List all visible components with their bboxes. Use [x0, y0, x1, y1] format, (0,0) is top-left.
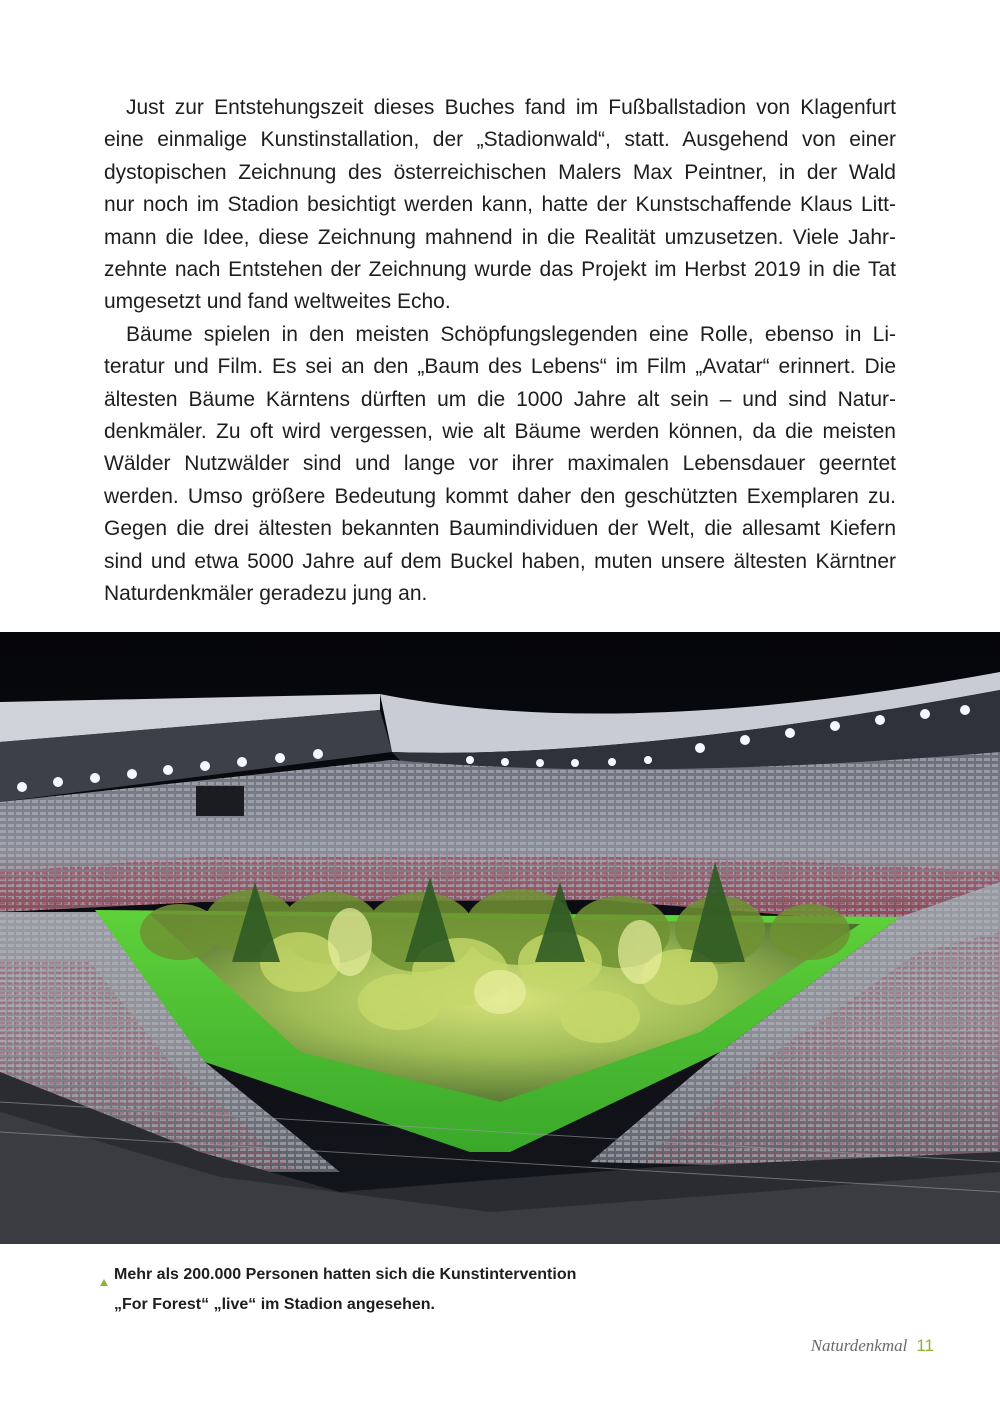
paragraph-1-line: Just zur Entstehungszeit dieses Buches fand im Fußballstadion von Klagenfurt — [126, 96, 896, 119]
page-footer — [811, 1336, 934, 1356]
stadium-forest-photo — [0, 632, 1000, 1244]
paragraph-1-line: mann die Idee, diese Zeichnung mahnend in die Realität umzusetzen. Viele Jahr- — [104, 225, 896, 249]
paragraph-1-line: eine einmalige Kunstinstallation, der „Stadionwald“, statt. Ausgehend von einer — [104, 128, 896, 152]
caption-line-1: Mehr als 200.000 Personen hatten sich die Kunstintervention — [114, 1266, 577, 1283]
triangle-up-icon — [100, 1263, 114, 1293]
paragraph-2-line: werden. Umso größere Bedeutung kommt daher den geschützten Exemplaren zu. — [104, 484, 896, 508]
paragraph-2-line: Gegen die drei ältesten bekannten Baumindividuen der Welt, die allesamt Kiefern — [104, 517, 896, 541]
body-text — [104, 92, 896, 611]
paragraph-2-line: Naturdenkmäler geradezu jung an. — [104, 582, 428, 606]
paragraph-2-line: Bäume spielen in den meisten Schöpfungslegenden eine Rolle, ebenso in Li- — [126, 322, 896, 346]
section-name: Naturdenkmal — [810, 1336, 908, 1355]
paragraph-2-line: denkmäler. Zu oft wird vergessen, wie alt Bäume werden können, da die meisten — [104, 420, 896, 444]
paragraph-2-line: teratur und Film. Es sei an den „Baum des Lebens“ im Film „Avatar“ erinnert. Die — [104, 355, 896, 379]
paragraph-1-line: umgesetzt und fand weltweites Echo. — [104, 290, 451, 314]
paragraph-2-line: Wälder Nutzwälder sind und lange vor ihrer maximalen Lebensdauer geerntet — [104, 452, 896, 476]
caption-line-2: „For Forest“ „live“ im Stadion angesehen. — [114, 1296, 435, 1313]
page-number: 11 — [916, 1336, 934, 1355]
paragraph-1-line: dystopischen Zeichnung des österreichischen Malers Max Peintner, in der Wald — [104, 160, 896, 184]
paragraph-1-line: zehnte nach Entstehen der Zeichnung wurde das Projekt im Herbst 2019 in die Tat — [104, 258, 896, 282]
paragraph-2-line: sind und etwa 5000 Jahre auf dem Buckel haben, muten unsere ältesten Kärntner — [104, 549, 896, 573]
photo-caption — [100, 1263, 576, 1316]
paragraph-1-line: nur noch im Stadion besichtigt werden kann, hatte der Kunstschaffende Klaus Litt- — [104, 193, 896, 217]
paragraph-2-line: ältesten Bäume Kärntens dürften um die 1000 Jahre alt sein – und sind Natur- — [104, 387, 896, 411]
